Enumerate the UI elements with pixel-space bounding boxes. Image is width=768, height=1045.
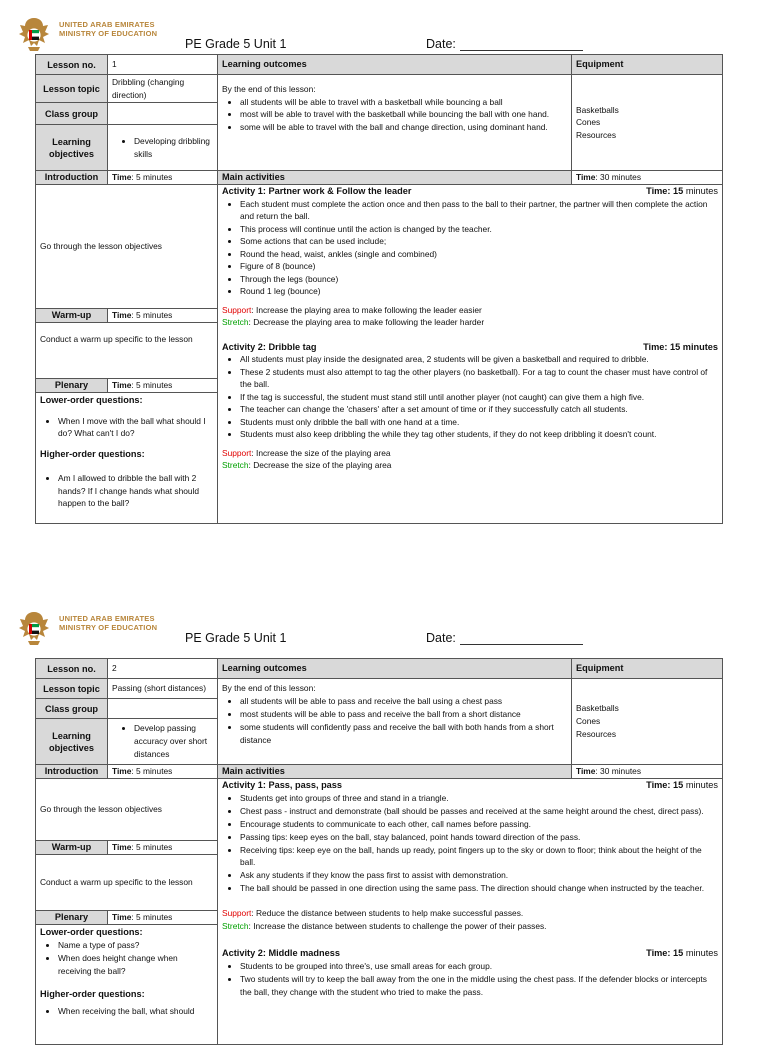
activity-bullet: • Two students will try to keep the ball away from the one in the middle using the chest pass. If the defender blocks or intercepts the ball, they change with the student who tried to make the pass. [240,973,718,999]
activity-2-support: Support: Increase the size of the playing area [222,447,391,458]
lesson-no-label: Lesson no. [36,659,108,679]
introduction-text: Go through the lesson objectives [36,779,218,841]
outcome-item: • all students will be able to travel with a basketball while bouncing a ball [240,96,567,109]
learning-outcomes-header: Learning outcomes [218,55,572,75]
plenary-questions-cell [36,393,218,524]
introduction-time: Time: 5 minutes [108,171,218,185]
lesson-topic-label: Lesson topic [36,75,108,103]
activity-bullet: • All students must play inside the designated area, 2 students will be given a basketball and required to dribble. [240,353,718,366]
objective-item: • Developing dribbling skills [134,135,213,160]
question-item: • When I move with the ball what should I do? What can't I do? [58,415,213,440]
activity-2-title: Activity 2: Middle madness Time: 15 minutes [222,947,718,958]
learning-outcomes-cell [218,679,572,765]
introduction-time: Time: 5 minutes [108,765,218,779]
equipment-header: Equipment [572,55,723,75]
class-group-label: Class group [36,699,108,719]
main-activities-time: Time: 30 minutes [572,171,723,185]
introduction-label: Introduction [36,765,108,779]
equipment-item: Cones [576,117,601,128]
activity-bullet: • Students get into groups of three and stand in a triangle. [240,792,718,805]
outcomes-intro: By the end of this lesson: [222,683,316,693]
activity-bullet: • Chest pass - instruct and demonstrate (ball should be passes and received at the same height around the chest, direct pass). [240,805,718,818]
ministry-line-1: UNITED ARAB EMIRATES [59,20,155,29]
learning-objectives-cell [108,719,218,765]
equipment-cell [572,75,723,171]
warm-up-time: Time: 5 minutes [108,309,218,323]
lesson-no-value: 1 [108,55,218,75]
activity-1-title: Activity 1: Pass, pass, pass Time: 15 minutes [222,780,718,790]
equipment-header: Equipment [572,659,723,679]
equipment-item: Basketballs [576,703,619,714]
activity-bullet: • Ask any students if they know the pass first to assist with demonstration. [240,869,718,882]
date-label: Date: [426,631,456,645]
learning-outcomes-cell [218,75,572,171]
question-item: • Am I allowed to dribble the ball with 2 hands? If I change hands what should happen to the ball? [58,472,213,510]
main-activities-time: Time: 30 minutes [572,765,723,779]
activity-bullet: • The teacher can change the 'chasers' after a set amount of time or if they successfully catch all students. [240,403,718,416]
class-group-value [108,103,218,125]
activity-1-stretch: Stretch: Decrease the playing area to make following the leader harder [222,317,485,327]
activity-1-support: Support: Increase the playing area to make following the leader easier [222,304,482,315]
warm-up-label: Warm-up [36,841,108,855]
lesson-no-value: 2 [108,659,218,679]
learning-outcomes-header: Learning outcomes [218,659,572,679]
higher-order-heading: Higher-order questions: [40,988,145,999]
question-item: • Name a type of pass? [58,939,213,952]
activity-bullet: • Some actions that can be used include; [240,235,718,248]
learning-objectives-label: Learning objectives [36,125,108,171]
ministry-header [17,610,157,646]
activity-1-title: Activity 1: Partner work & Follow the leader Time: 15 minutes [222,186,718,196]
activity-bullet: • This process will continue until the action is changed by the teacher. [240,223,718,236]
warm-up-text: Conduct a warm up specific to the lesson [36,323,218,379]
uae-emblem-icon [17,610,51,646]
activity-bullet: • Figure of 8 (bounce) [240,260,718,273]
warm-up-time: Time: 5 minutes [108,841,218,855]
class-group-value [108,699,218,719]
lesson-no-label: Lesson no. [36,55,108,75]
activity-bullet: • Passing tips: keep eyes on the ball, stay balanced, point hands toward direction of the pass. [240,831,718,844]
activity-2-stretch: Stretch: Decrease the size of the playing area [222,460,392,470]
outcome-item: • all students will be able to pass and receive the ball using a chest pass [240,695,567,708]
lower-order-heading: Lower-order questions: [40,927,143,937]
activity-bullet: • If the tag is successful, the student must stand still until another player (not caught) can give them a high five. [240,391,718,404]
outcomes-intro: By the end of this lesson: [222,84,316,94]
activity-1-support: Support: Reduce the distance between students to help make successful passes. [222,908,524,919]
equipment-item: Basketballs [576,104,619,115]
question-item: • When receiving the ball, what should [58,1005,213,1018]
document-title: PE Grade 5 Unit 1 [185,631,287,645]
plenary-time: Time: 5 minutes [108,911,218,925]
main-activities-header: Main activities [218,171,572,185]
learning-objectives-cell [108,125,218,171]
warm-up-text: Conduct a warm up specific to the lesson [36,855,218,911]
activity-bullet: • These 2 students must also attempt to tag the other players (no basketball). For a tag to count the chaser must have control of the ball. [240,366,718,391]
plenary-label: Plenary [36,379,108,393]
activity-bullet: • The ball should be passed in one direction using the same pass. The direction should change when instructed by the teacher. [240,882,718,895]
question-item: • When does height change when receiving the ball? [58,952,213,978]
equipment-item: Resources [576,728,617,739]
activity-2-title: Activity 2: Dribble tag Time: 15 minutes [222,341,718,352]
ministry-header [17,16,157,52]
introduction-text: Go through the lesson objectives [36,185,218,309]
main-activities-cell [218,779,723,1045]
date-label: Date: [426,37,456,51]
learning-objectives-label: Learning objectives [36,719,108,765]
main-activities-header: Main activities [218,765,572,779]
uae-emblem-icon [17,16,51,52]
lower-order-heading: Lower-order questions: [40,395,143,405]
activity-1-stretch: Stretch: Increase the distance between students to challenge the power of their passes. [222,921,547,932]
introduction-label: Introduction [36,171,108,185]
activity-bullet: • Students must also keep dribbling the while they tag other students, if they do not keep dribbling it doesn't count. [240,428,718,441]
date-field-line [460,644,583,645]
activity-bullet: • Encourage students to communicate to each other, call names before passing. [240,818,718,831]
equipment-cell [572,679,723,765]
lesson-topic-value: Passing (short distances) [108,679,218,699]
activity-bullet: • Round 1 leg (bounce) [240,285,718,298]
activity-bullet: • Round the head, waist, ankles (single and combined) [240,248,718,261]
activity-bullet: • Through the legs (bounce) [240,273,718,286]
outcome-item: • most will be able to travel with the basketball while bouncing the ball with one hand. [240,108,567,121]
activity-bullet: • Each student must complete the action once and then pass to the ball to their partner, the partner will then complete the action and return the ball. [240,198,718,223]
lesson-topic-value: Dribbling (changing direction) [108,75,218,103]
plenary-label: Plenary [36,911,108,925]
equipment-item: Cones [576,716,601,727]
equipment-item: Resources [576,129,617,140]
document-title: PE Grade 5 Unit 1 [185,37,287,51]
objective-item: • Develop passing accuracy over short distances [134,722,213,761]
higher-order-heading: Higher-order questions: [40,448,145,459]
outcome-item: • some students will confidently pass and receive the ball with both hands from a short distance [240,721,567,747]
activity-bullet: • Students must only dribble the ball with one hand at a time. [240,416,718,429]
outcome-item: • some will be able to travel with the ball and change direction, using dominant hand. [240,121,567,134]
plenary-questions-cell [36,925,218,1045]
main-activities-cell [218,185,723,524]
warm-up-label: Warm-up [36,309,108,323]
plenary-time: Time: 5 minutes [108,379,218,393]
lesson-plan-table [35,658,723,1045]
activity-bullet: • Students to be grouped into three's, use small areas for each group. [240,960,718,973]
ministry-line-1: UNITED ARAB EMIRATES [59,614,155,623]
lesson-topic-label: Lesson topic [36,679,108,699]
outcome-item: • most students will be able to pass and receive the ball from a short distance [240,708,567,721]
date-field-line [460,50,583,51]
ministry-line-2: MINISTRY OF EDUCATION [59,29,158,38]
ministry-line-2: MINISTRY OF EDUCATION [59,623,158,632]
lesson-plan-table [35,54,723,524]
class-group-label: Class group [36,103,108,125]
activity-bullet: • Receiving tips: keep eye on the ball, hands up ready, point fingers up to the sky or down to floor; think about the height of the ball. [240,844,718,870]
